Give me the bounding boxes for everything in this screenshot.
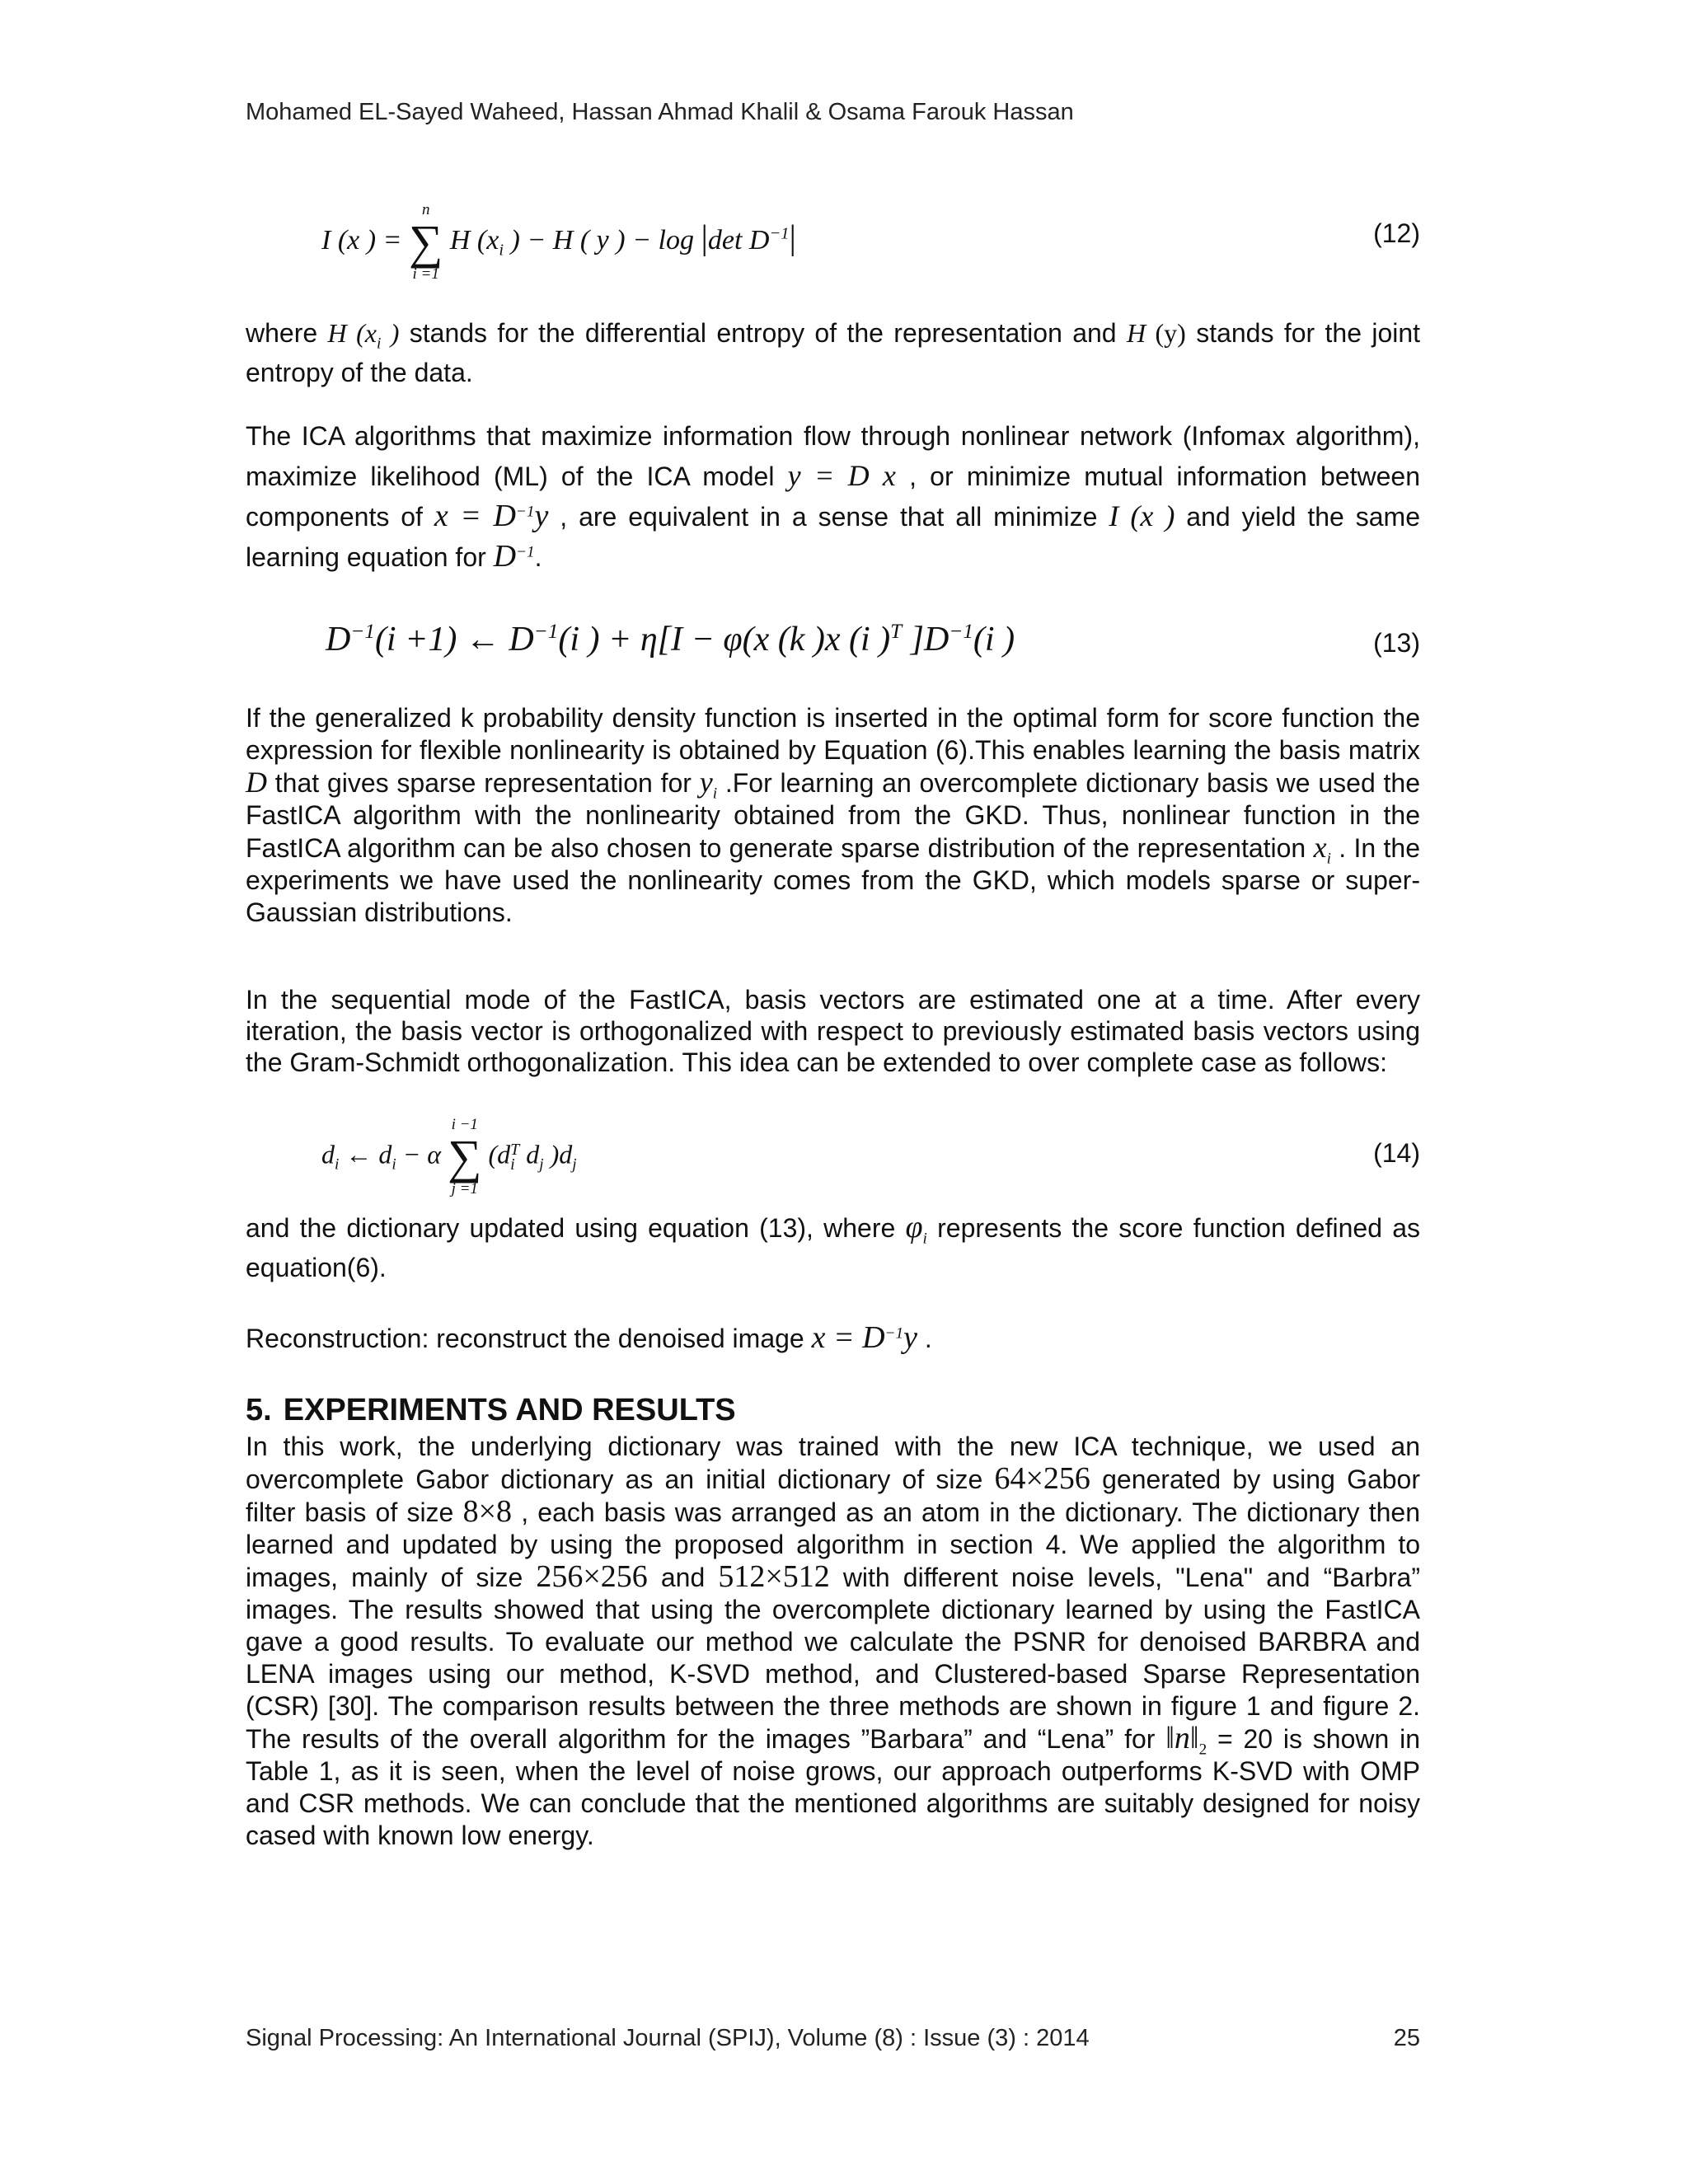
eq13-part: (i ) [973,621,1015,658]
text: stands for the joint entropy of the data. [246,318,1421,387]
math-x-eq: x = D [811,1320,885,1355]
eq14-part: (d [488,1139,511,1169]
paragraph-score-function [246,702,1420,929]
eq13-part: (i ) + η[I − φ(x (k )x (i ) [558,621,891,658]
math-y: y [699,766,713,799]
math-x: x [1313,831,1327,864]
running-header-authors: Mohamed EL-Sayed Waheed, Hassan Ahmad Khalil & Osama Farouk Hassan [246,99,1074,125]
eq12-lhs: I (x ) = [321,224,410,255]
text: . In the experiments we have used the nonlinearity comes from the GKD, which models sparse or super-Gaussian distributions. [246,833,1421,927]
text: represents the score function defined as equation(6). [246,1213,1421,1282]
text: stands for the differential entropy of the representation and [399,318,1127,348]
eq14-sub: i [392,1155,396,1174]
text: , are equivalent in a sense that all minimize [548,502,1109,532]
eq12-sum-upper: n [421,201,430,218]
math-sub: i [712,785,718,803]
eq14-sub: j [572,1155,577,1174]
text: and yield the same learning equation for [246,502,1421,572]
text: , each basis was arranged as an atom in the dictionary. The dictionary then learned and updated by using the proposed algorithm in section 4. We applied the algorithm to images, mainly of size [246,1497,1421,1592]
eq14-part: d [519,1139,540,1169]
math-sub: i [1326,850,1331,868]
math-x-eq: x = D [434,499,516,533]
section-number: 5. [246,1393,272,1427]
text: with different noise levels, "Lena" and “Barbra” images. The results showed that using the overcomplete dictionary learned by using the FastICA gave a good results. To evaluate our method we calculate the PSNR for denoised BARBRA and LENA images using our method, K-SVD method, and Clustered-based Sparse Representation (CSR) [30]. The comparison results between the three methods are shown in figure 1 and figure 2. The results of the overall algorithm for the images ”Barbara” and “Lena” for [246,1563,1420,1754]
math-norm-n: ‖n‖ [1165,1721,1199,1755]
eq14-part: − α [396,1139,442,1169]
text: and [647,1563,719,1592]
text: where [246,318,328,348]
section-title: EXPERIMENTS AND RESULTS [283,1393,736,1427]
math-i-x: I (x ) [1109,499,1175,532]
eq12-term-rest: ) − H ( y ) − log [510,224,694,255]
equation-number-13: (13) [1373,628,1420,658]
eq13-part: (i +1) ← D [374,621,534,658]
math-ica-model: y = D x [787,459,896,492]
math-size-512x512: 512×512 [718,1559,830,1594]
eq13-part: D [326,621,351,658]
text: generated by using Gabor filter basis of size [246,1465,1421,1527]
eq14-sub: i [335,1155,340,1174]
eq13-sup: −1 [949,621,973,643]
eq14-part: d [321,1139,335,1169]
eq14-part: ← d [339,1139,392,1169]
paragraph-experiments [246,1431,1420,1852]
text: that gives sparse representation for [267,768,700,798]
math-close: ) [381,318,400,348]
math-sup: −1 [516,543,535,561]
math-sub: i [922,1230,927,1248]
eq12-abs-close: | [789,218,796,257]
eq13-sup: T [890,621,903,643]
math-y: (y) [1146,318,1186,348]
footer-journal: Signal Processing: An International Journal (SPIJ), Volume (8) : Issue (3) : 2014 [246,2025,1090,2051]
math-size-8x8: 8×8 [462,1494,512,1529]
equation-12 [321,202,1420,284]
eq12-sub-i: i [499,241,504,260]
math-d: D [493,539,517,574]
text: , or minimize mutual information between components of [246,462,1421,532]
text: The ICA algorithms that maximize information flow through nonlinear network (Infomax algorithm), maximize likelihood (ML) of the ICA model [246,421,1420,491]
sigma-symbol: ∑ [409,215,443,269]
equation-number-12: (12) [1373,218,1420,248]
text: and the dictionary updated using equation (13), where [246,1213,906,1243]
math-h-xi: H (x [327,318,377,348]
math-sup: −1 [515,503,535,521]
eq14-part: )d [543,1139,573,1169]
equation-number-14: (14) [1373,1138,1420,1168]
math-y: y [903,1320,917,1355]
text: . [534,542,542,572]
paragraph-ica-algorithms [246,416,1420,577]
eq12-term-h: H (x [449,224,499,255]
math-d: D [246,766,267,799]
equation-13 [326,620,1424,659]
section-heading [246,1393,736,1428]
page-footer [246,2025,1420,2052]
math-sub: i [376,335,382,353]
text: .For learning an overcomplete dictionary basis we used the FastICA algorithm with the nonlinearity obtained from the GKD. Thus, nonlinear function in the FastICA algorithm can be also chosen to generate sparse distribution of the representation [246,768,1421,863]
text: = 20 is shown in Table 1, as it is seen, when the level of noise grows, our approach outperforms K-SVD with OMP and CSR methods. We can conclude that the mentioned algorithms are suitably designed for noisy cased with known low energy. [246,1724,1421,1850]
eq12-sup-inv: −1 [769,224,790,243]
eq14-sub: i [510,1155,515,1174]
page-number: 25 [1393,2025,1420,2051]
math-sup: −1 [884,1324,904,1343]
paragraph-sequential-mode: In the sequential mode of the FastICA, basis vectors are estimated one at a time. After every iteration, the basis vector is orthogonalized with respect to previously estimated basis vectors using the Gram-Schmidt orthogonalization. This idea can be extended to over complete case as follows: [246,985,1420,1077]
eq14-summation [448,1117,481,1197]
eq14-sup: T [510,1141,520,1159]
paragraph-entropy [246,313,1420,392]
paragraph-reconstruction [246,1322,1420,1354]
eq12-abs-open: | [701,218,708,257]
eq14-sum-lower: j =1 [451,1180,478,1197]
eq12-sum-lower: i =1 [412,265,439,283]
math-size-64x256: 64×256 [994,1461,1090,1496]
eq14-supsub [510,1142,519,1172]
eq13-part: ]D [902,621,950,658]
math-phi: φ [905,1210,923,1244]
eq12-summation [409,202,443,283]
eq13-sup: −1 [533,621,559,643]
eq14-sub: j [539,1155,544,1174]
text: In this work, the underlying dictionary was trained with the new ICA technique, we used an overcomplete Gabor dictionary as an initial dictionary of size [246,1432,1420,1494]
math-sub: 2 [1198,1741,1207,1759]
paragraph-dictionary-update [246,1207,1420,1287]
eq12-det: det D [707,224,770,255]
equation-14 [321,1117,1420,1197]
math-size-256x256: 256×256 [536,1559,648,1594]
math-h: H [1126,318,1146,348]
text: If the generalized k probability density function is inserted in the optimal form for score function the expression for flexible nonlinearity is obtained by Equation (6).This enables learning the basis matrix [246,703,1420,765]
sigma-symbol: ∑ [448,1130,482,1183]
text: Reconstruction: reconstruct the denoised image [246,1324,812,1353]
eq13-sup: −1 [350,621,375,643]
eq14-sum-upper: i −1 [451,1116,478,1133]
text: . [917,1324,932,1353]
math-y: y [534,499,549,533]
